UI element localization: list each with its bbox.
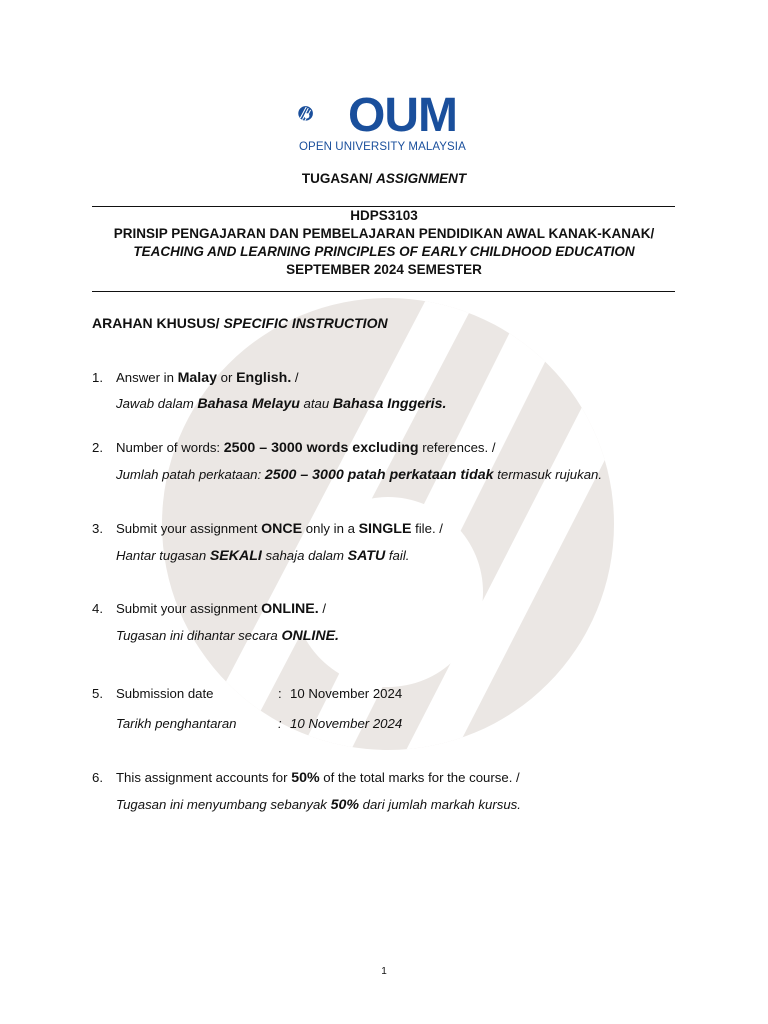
instruction-item-6: 6. This assignment accounts for 50% of the total marks for the course. / Tugasan ini menyumbang sebanyak 50% dari jumlah markah kursus.: [92, 770, 521, 813]
submission-date-value-malay: 10 November 2024: [290, 716, 403, 731]
page-number: 1: [381, 966, 387, 977]
logo-wordmark: OUM: [348, 89, 457, 142]
submission-date-label-malay: Tarikh penghantaran: [116, 716, 237, 731]
instruction-item-3: 3. Submit your assignment ONCE only in a SINGLE file. / Hantar tugasan SEKALI sahaja dalam SATU fail.: [92, 521, 443, 564]
semester: SEPTEMBER 2024 SEMESTER: [286, 262, 482, 277]
course-title-malay: PRINSIP PENGAJARAN DAN PEMBELAJARAN PENDIDIKAN AWAL KANAK-KANAK/: [113, 226, 655, 241]
instruction-item-4: 4. Submit your assignment ONLINE. / Tugasan ini dihantar secara ONLINE.: [92, 601, 339, 644]
logo-subtitle: OPEN UNIVERSITY MALAYSIA: [299, 141, 466, 153]
top-rule: [92, 206, 675, 207]
submission-date-value: 10 November 2024: [290, 686, 403, 701]
submission-date-label: Submission date: [116, 686, 214, 701]
course-title-english: TEACHING AND LEARNING PRINCIPLES OF EARLY CHILDHOOD EDUCATION: [133, 244, 635, 259]
assignment-title: TUGASAN/ ASSIGNMENT: [301, 171, 467, 186]
section-heading: ARAHAN KHUSUS/ SPECIFIC INSTRUCTION: [92, 315, 388, 331]
course-code: HDPS3103: [350, 208, 418, 223]
instruction-item-1: 1. Answer in Malay or English. / Jawab dalam Bahasa Melayu atau Bahasa Inggeris.: [92, 370, 447, 412]
instruction-item-2: 2. Number of words: 2500 – 3000 words excluding references. / Jumlah patah perkataan: 2500 – 3000 patah perkataan tidak termasuk rujukan.: [92, 440, 603, 483]
bottom-rule: [92, 291, 675, 292]
instruction-item-5: 5. Submission date : 10 November 2024 Tarikh penghantaran : 10 November 2024: [92, 686, 403, 731]
oum-logo-icon: [298, 90, 350, 142]
